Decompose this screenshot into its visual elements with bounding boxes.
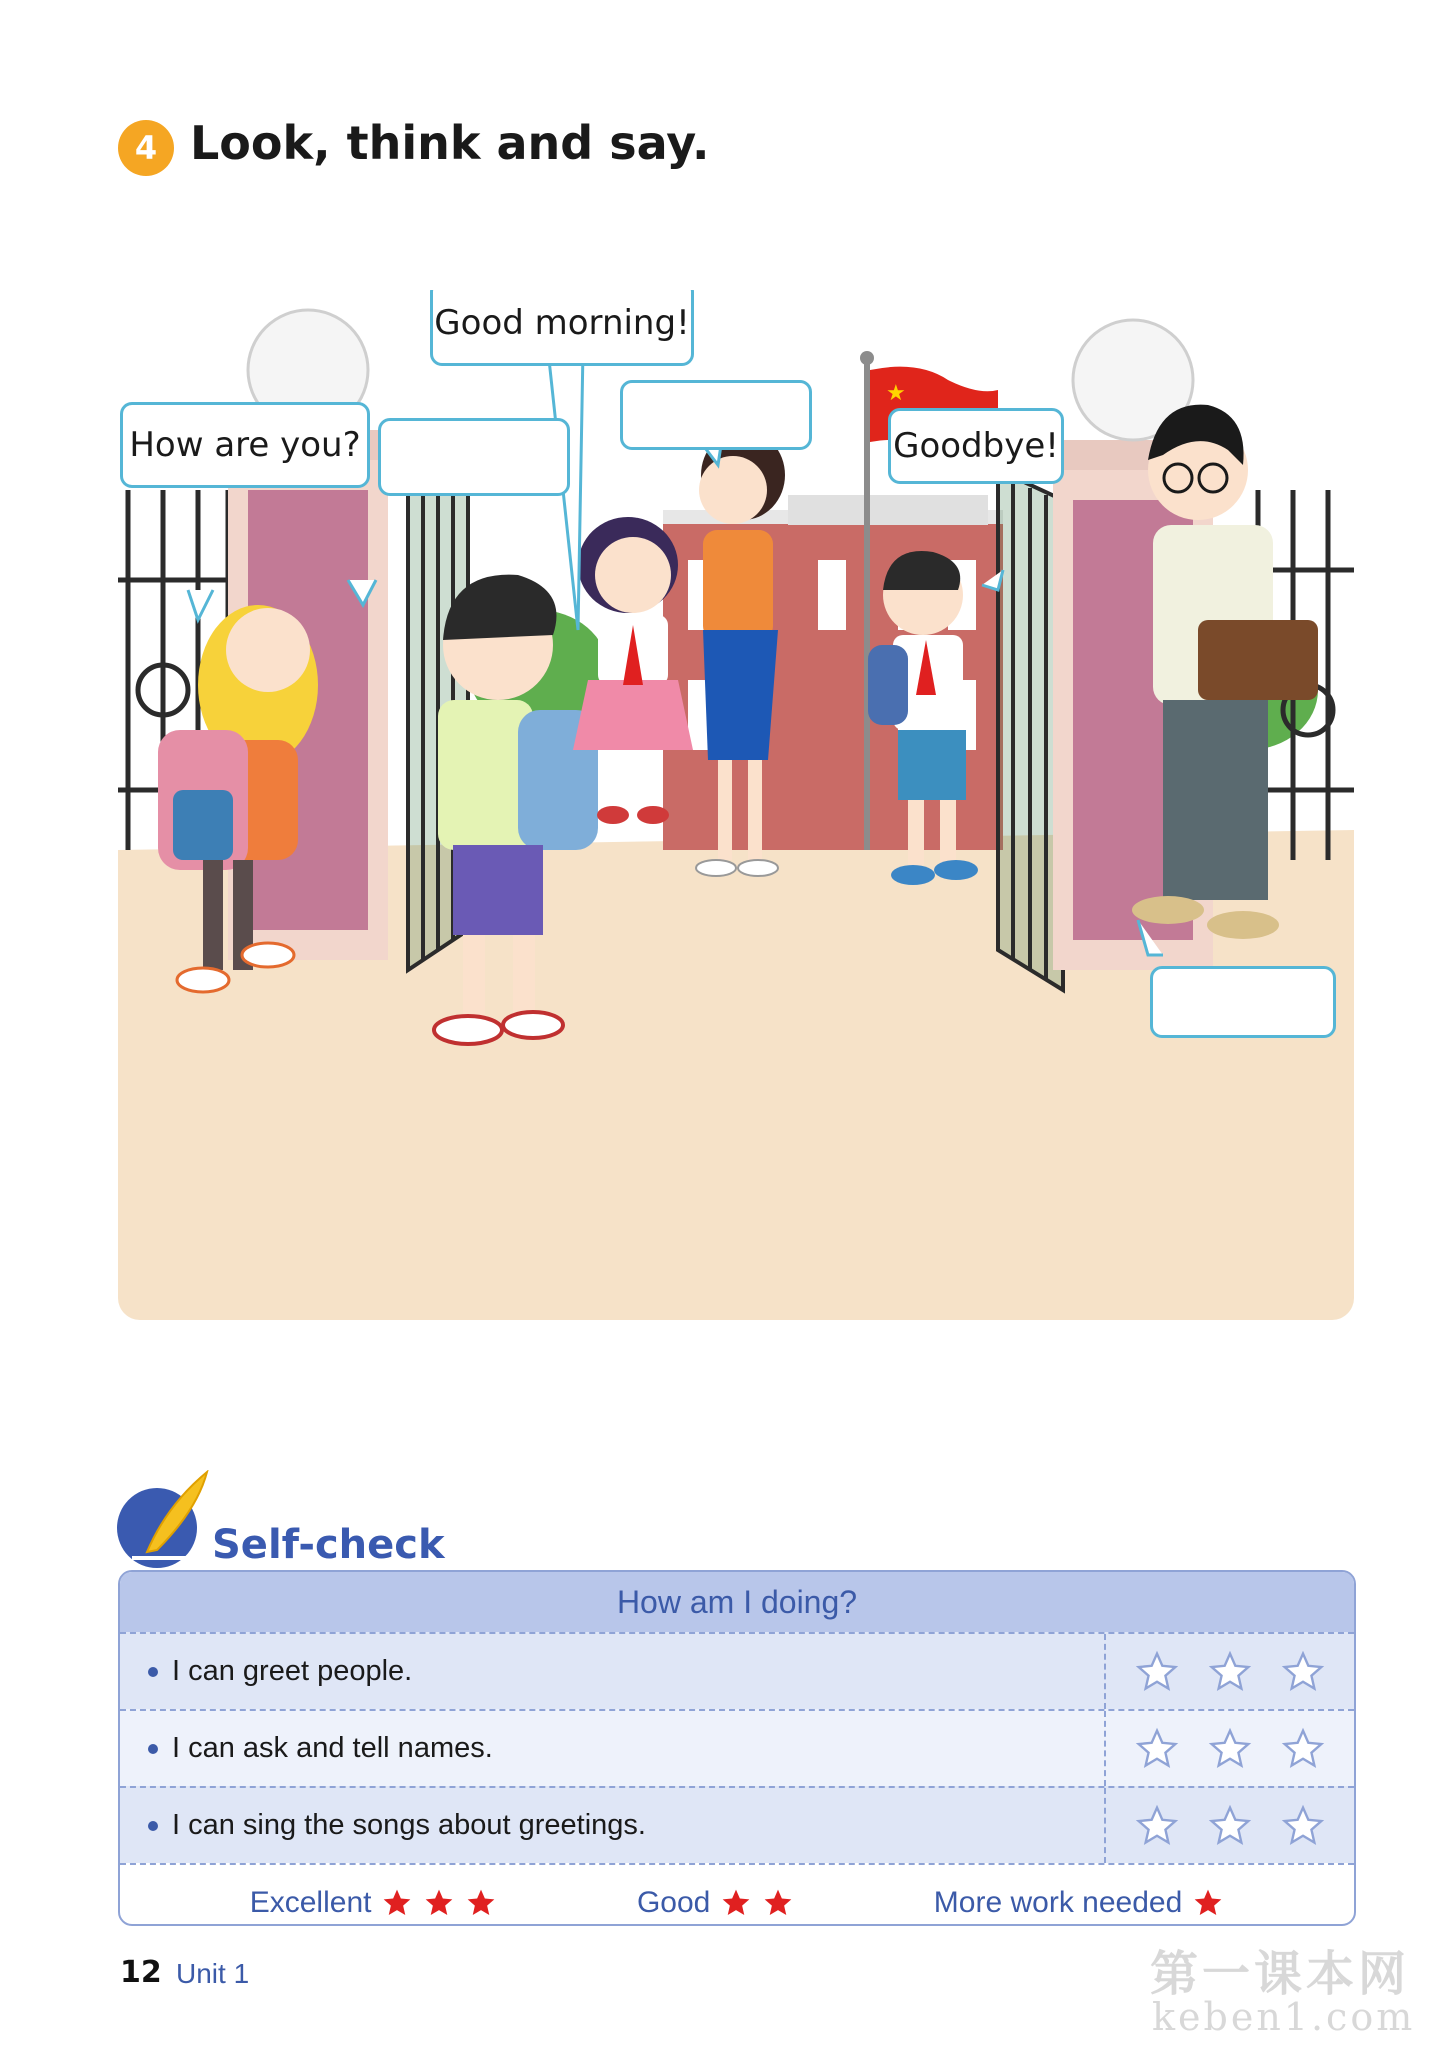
- star-outline-icon[interactable]: [1281, 1650, 1325, 1694]
- red-star-icon: [381, 1887, 413, 1919]
- activity-number-badge: 4: [118, 120, 174, 176]
- self-check-item: I can greet people.: [172, 1655, 413, 1687]
- self-check-title: Self-check: [212, 1522, 445, 1568]
- legend-label: Good: [636, 1886, 711, 1919]
- self-check-row: [120, 1709, 1354, 1786]
- rating-stars[interactable]: [1104, 1788, 1354, 1863]
- bullet-icon: [148, 1744, 158, 1754]
- how-are-you-bubble: How are you?: [120, 402, 370, 488]
- star-outline-icon[interactable]: [1135, 1727, 1179, 1771]
- star-outline-icon[interactable]: [1135, 1650, 1179, 1694]
- star-outline-icon[interactable]: [1135, 1804, 1179, 1848]
- good-morning-bubble: Good morning!: [430, 290, 694, 366]
- rating-stars[interactable]: [1104, 1711, 1354, 1786]
- activity-title: Look, think and say.: [190, 116, 710, 170]
- blank-speech-bubble-man[interactable]: [1150, 966, 1336, 1038]
- star-outline-icon[interactable]: [1281, 1804, 1325, 1848]
- page-number: 12: [120, 1955, 162, 1990]
- rating-legend: [120, 1863, 1354, 1926]
- self-check-row: [120, 1632, 1354, 1709]
- red-star-icon: [465, 1887, 497, 1919]
- legend-label: More work needed: [933, 1886, 1183, 1919]
- unit-label: Unit 1: [176, 1958, 250, 1989]
- blank-speech-bubble-teacher[interactable]: [620, 380, 812, 450]
- illustration-scene: [118, 290, 1354, 1320]
- rating-stars[interactable]: [1104, 1634, 1354, 1709]
- self-check-row: [120, 1786, 1354, 1863]
- legend-excellent: [250, 1886, 498, 1920]
- legend-more-work: [934, 1886, 1224, 1920]
- self-check-item: I can sing the songs about greetings.: [172, 1809, 646, 1841]
- watermark-cn: 第一课本网: [1150, 1948, 1411, 2001]
- star-outline-icon[interactable]: [1208, 1804, 1252, 1848]
- star-outline-icon[interactable]: [1208, 1650, 1252, 1694]
- red-star-icon: [720, 1887, 752, 1919]
- goodbye-bubble: Goodbye!: [888, 408, 1064, 484]
- watermark-en: keben1.com: [1152, 1995, 1416, 2039]
- star-outline-icon[interactable]: [1281, 1727, 1325, 1771]
- self-check-header: How am I doing?: [120, 1572, 1354, 1632]
- quill-pen-icon: [112, 1470, 212, 1570]
- legend-label: Excellent: [249, 1886, 372, 1919]
- red-star-icon: [762, 1887, 794, 1919]
- bullet-icon: [148, 1667, 158, 1677]
- red-star-icon: [423, 1887, 455, 1919]
- legend-good: [637, 1886, 794, 1920]
- self-check-table: [118, 1570, 1356, 1926]
- blank-speech-bubble-boy[interactable]: [378, 418, 570, 496]
- bullet-icon: [148, 1821, 158, 1831]
- svg-text:★: ★: [886, 380, 906, 405]
- red-star-icon: [1192, 1887, 1224, 1919]
- self-check-item: I can ask and tell names.: [172, 1732, 493, 1764]
- star-outline-icon[interactable]: [1208, 1727, 1252, 1771]
